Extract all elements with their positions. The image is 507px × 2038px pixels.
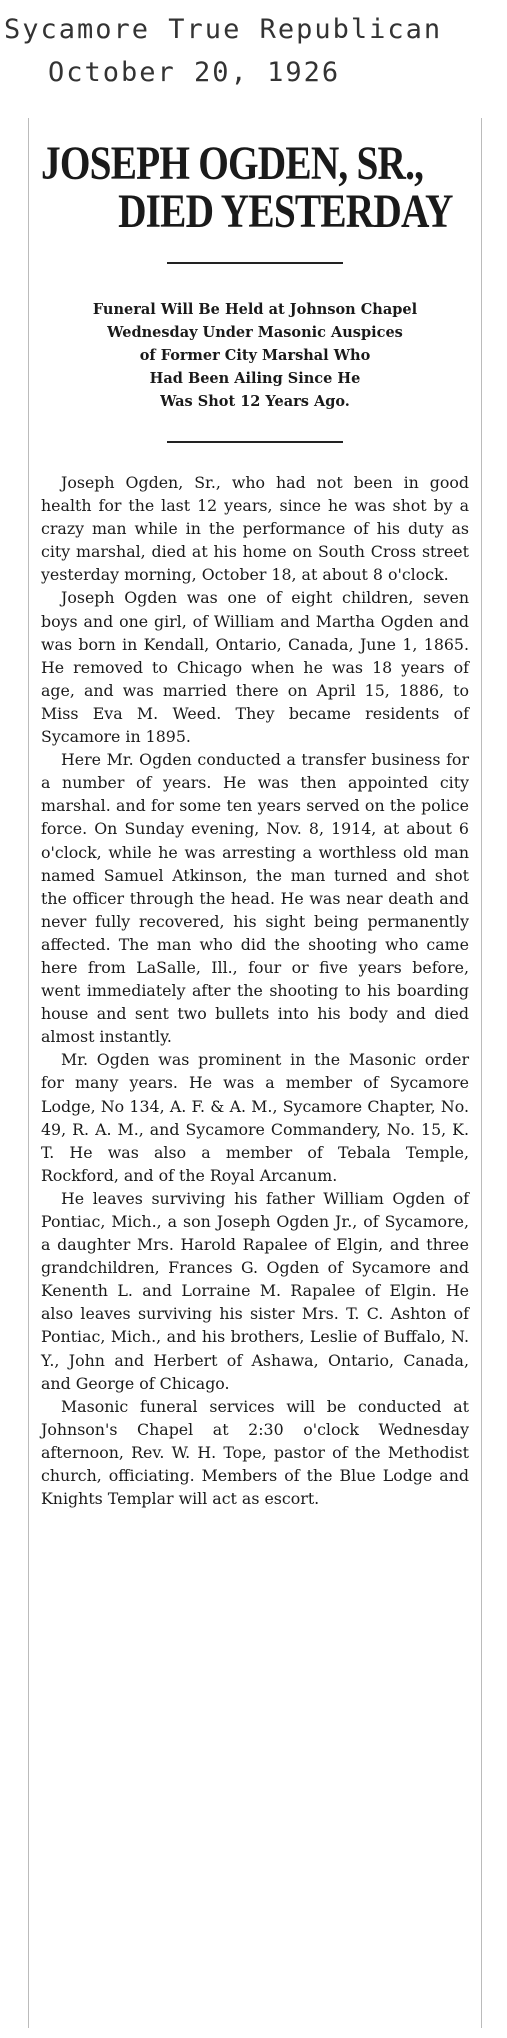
headline-line-1: JOSEPH OGDEN, SR., xyxy=(41,137,424,190)
source-name: Sycamore True Republican xyxy=(4,14,443,45)
article-paragraph: Here Mr. Ogden conducted a transfer business for a number of years. He was then appointed city marshal. and for some ten years served on the police force. On Sunday evening, Nov. 8, 1914, at about 6 o'clock, while he was arresting a worthless old man named Samuel Atkinson, the man turned and shot the officer through the head. He was near death and never fully recovered, his sight being permanently affected. The man who did the shooting who came here from LaSalle, Ill., four or five years before, went immediately after the shooting to his boarding house and sent two bullets into his body and died almost instantly. xyxy=(41,750,469,1047)
article-paragraph: Joseph Ogden was one of eight children, seven boys and one girl, of William and Martha Ogden and was born in Kendall, Ontario, Canada, June 1, 1865. He removed to Chicago when he was 18 years of age, and was married there on April 15, 1886, to Miss Eva M. Weed. They became residents of Sycamore in 1895. xyxy=(41,588,469,747)
divider-rule xyxy=(167,262,343,264)
deck-line: Was Shot 12 Years Ago. xyxy=(160,393,350,410)
newspaper-clipping xyxy=(28,118,482,2028)
deck-line: Funeral Will Be Held at Johnson Chapel xyxy=(92,301,418,318)
divider-rule xyxy=(167,441,343,443)
article-paragraph: He leaves surviving his father William Ogden of Pontiac, Mich., a son Joseph Ogden Jr., of Sycamore, a daughter Mrs. Harold Rapalee of Elgin, and three grandchildren, Frances G. Ogden of Sycamore and Kenenth L. and Lorraine M. Rapalee of Elgin. He also leaves surviving his sister Mrs. T. C. Ashton of Pontiac, Mich., and his brothers, Leslie of Buffalo, N. Y., John and Herbert of Ashawa, Ontario, Canada, and George of Chicago. xyxy=(41,1188,469,1393)
article-paragraph: Masonic funeral services will be conducted at Johnson's Chapel at 2:30 o'clock Wednesday afternoon, Rev. W. H. Tope, pastor of the Methodist church, officiating. Members of the Blue Lodge and Knights Templar will act as escort. xyxy=(41,1396,469,1509)
deck-line: of Former City Marshal Who xyxy=(139,347,371,364)
article-paragraph: Joseph Ogden, Sr., who had not been in good health for the last 12 years, since he was shot by a crazy man while in the performance of his duty as city marshal, died at his home on South Cross street yesterday morning, October 18, at about 8 o'clock. xyxy=(41,473,469,585)
headline-line-2: DIED YESTERDAY xyxy=(118,185,453,238)
article-paragraph: Mr. Ogden was prominent in the Masonic order for many years. He was a member of Sycamore Lodge, No 134, A. F. & A. M., Sycamore Chapter, No. 49, R. A. M., and Sycamore Commandery, No. 15, K. T. He was also a member of Tebala Temple, Rockford, and of the Royal Arcanum. xyxy=(41,1050,469,1185)
subheadline-deck xyxy=(41,298,469,413)
article-body xyxy=(41,471,469,1510)
deck-line: Had Been Ailing Since He xyxy=(149,370,361,387)
headline xyxy=(41,137,480,238)
source-date: October 20, 1926 xyxy=(48,57,341,88)
deck-line: Wednesday Under Masonic Auspices xyxy=(107,324,403,341)
